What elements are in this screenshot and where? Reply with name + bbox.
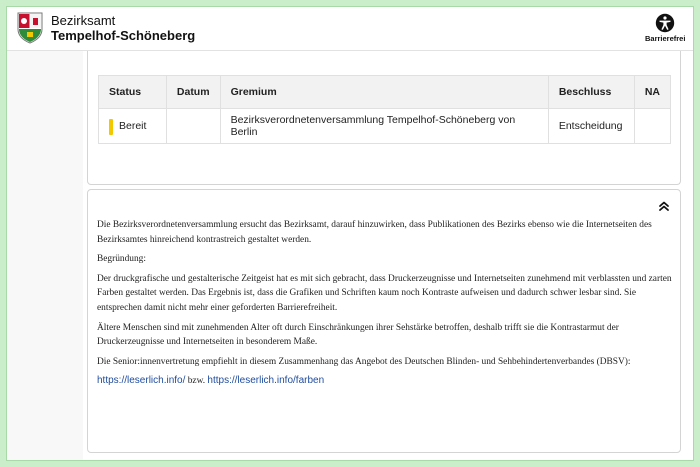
district-crest-icon[interactable] xyxy=(17,12,43,44)
accessibility-button[interactable] xyxy=(645,13,685,43)
paragraph-reason-heading: Begründung: xyxy=(97,254,146,265)
col-status: Status xyxy=(99,76,167,109)
paragraph-request: Die Bezirksverordnetenversammlung ersucht das Bezirksamt, darauf hinzuwirken, dass Publikationen des Bezirks ebenso wie die Internetseiten des Bezirksamtes hinreichend kontrastreich gestaltet werden. xyxy=(97,220,652,245)
link-leserlich-farben[interactable]: https://leserlich.info/farben xyxy=(207,375,325,387)
status-indicator xyxy=(109,119,113,135)
links-line xyxy=(97,374,673,389)
beschluss-cell: Entscheidung xyxy=(548,109,634,144)
na-cell xyxy=(634,109,670,144)
org-name-line1[interactable]: Bezirksamt xyxy=(51,13,116,28)
collapse-up-icon[interactable] xyxy=(658,200,670,212)
paragraph-reason-2: Ältere Menschen sind mit zunehmenden Alter oft durch Einschränkungen ihrer Sehstärke betroffen, deshalb trifft sie die Kontrastarmut der Druckerzeugnisse und Internetseiten in besonderem Maße. xyxy=(97,322,619,348)
col-beschluss: Beschluss xyxy=(548,76,634,109)
org-name-line2[interactable]: Tempelhof-Schöneberg xyxy=(51,28,196,43)
status-cell xyxy=(99,109,167,144)
site-header xyxy=(7,7,693,51)
accessibility-icon xyxy=(655,13,675,33)
browser-viewport xyxy=(6,6,694,461)
col-na: NA xyxy=(634,76,670,109)
paragraph-reason-1: Der druckgrafische und gestalterische Zeitgeist hat es mit sich gebracht, dass Druckerzeugnisse und Internetseiten zunehmend mit verblassten und zarten Farben gestaltet werden. Das Ergebnis ist, dass die Grafiken und Schriften kaum noch Kontraste aufweisen und dadurch schwer lesbar sind. Sie entsprechen damit nicht mehr einer geforderten Barrierefreiheit. xyxy=(97,273,672,313)
col-gremium: Gremium xyxy=(220,76,548,109)
link-leserlich[interactable]: https://leserlich.info/ xyxy=(97,375,186,387)
antrag-text xyxy=(97,218,673,394)
paragraph-recommendation: Die Senior:innenvertretung empfiehlt in diesem Zusammenhang das Angebot des Deutschen Blinden- und Sehbehindertenverbandes (DBSV): xyxy=(97,356,631,367)
table-row xyxy=(99,109,671,144)
col-datum: Datum xyxy=(166,76,220,109)
status-text: Bereit xyxy=(119,120,147,132)
gremium-cell: Bezirksverordnetenversammlung Tempelhof-Schöneberg von Berlin xyxy=(220,109,548,144)
antrag-text-card xyxy=(87,189,681,453)
datum-cell xyxy=(166,109,220,144)
left-rail xyxy=(7,51,83,461)
link-separator: bzw. xyxy=(187,376,206,387)
table-header-row xyxy=(99,76,671,109)
accessibility-label: Barrierefrei xyxy=(645,34,686,43)
gremium-table xyxy=(98,75,671,144)
gremium-card xyxy=(87,37,681,185)
